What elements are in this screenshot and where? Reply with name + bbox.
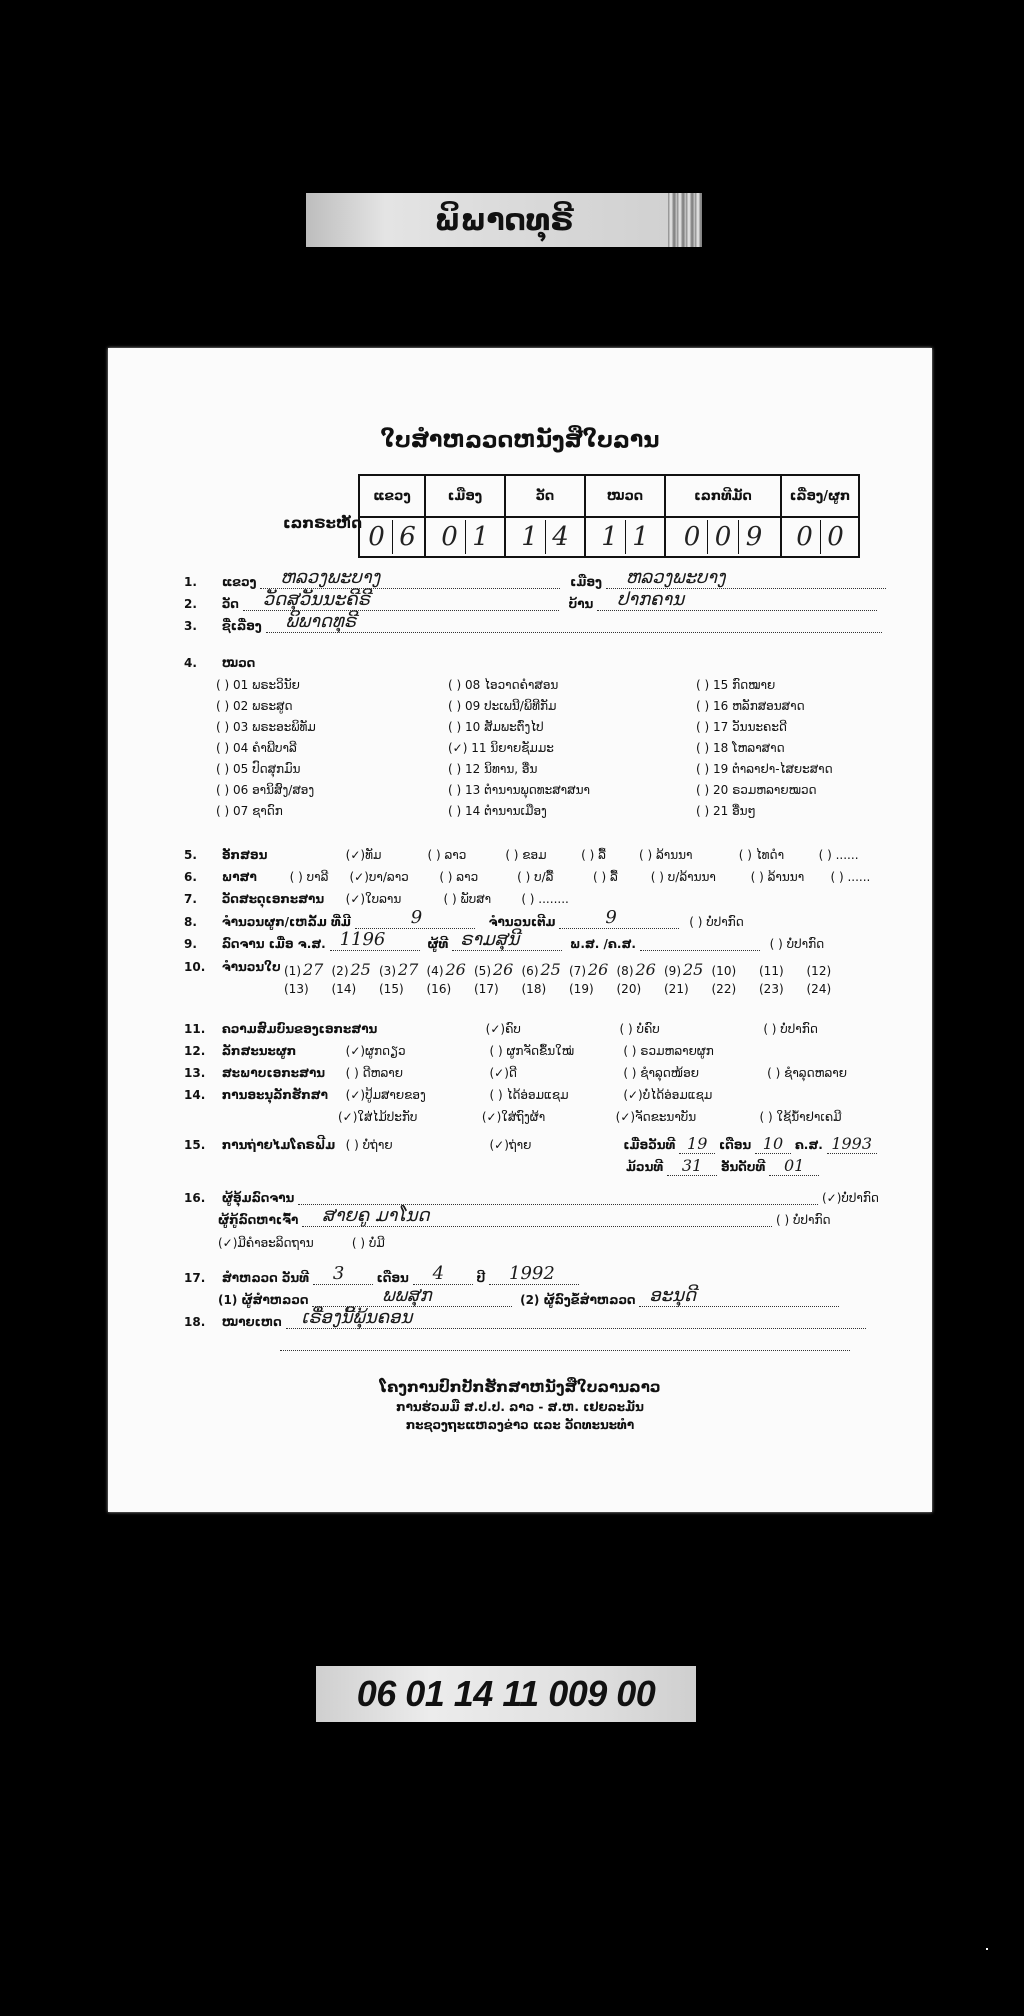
leaf-count-cell [522, 960, 561, 979]
footer-ministry: ກະຊວງຖະແຫລງຂ່າວ ແລະ ວັດທະນະທຳ [405, 1418, 635, 1432]
header-label-text: ພິພາດທຸຣີ [434, 202, 574, 238]
code-digit: 1 [632, 522, 649, 552]
code-cell [781, 517, 859, 557]
field-line [640, 936, 760, 951]
leaf-count-cell [427, 960, 466, 979]
field-label: ສຳຫລວດ ວັນທີ [221, 1271, 310, 1285]
field-line [243, 589, 559, 611]
field-15-roll [626, 1156, 819, 1176]
option[interactable]: (✓)ບໍ່ປາກົດ [821, 1191, 879, 1205]
category-option[interactable]: ( ) 09 ປະເພນີ/ພິທີກັມ [448, 699, 557, 713]
leaf-index: (21) [664, 982, 689, 996]
category-option[interactable]: ( ) 10 ສັມພະຕົ່ງໄປ [448, 720, 544, 734]
option[interactable]: ( ) ໄດ້ອ່ອມແຊມ [489, 1088, 569, 1102]
field-line [330, 929, 420, 951]
field-14-conservation [184, 1088, 712, 1102]
field-label: ພ.ສ. /ຄ.ສ. [569, 937, 636, 951]
field-label: ຜູ້ທີ [427, 937, 449, 951]
handwritten-value: 3 [332, 1263, 345, 1284]
leaf-value: 27 [303, 960, 324, 979]
handwritten-value: ປາກຄານ [617, 589, 685, 610]
field-number: 16. [184, 1191, 206, 1205]
code-digit: 0 [827, 522, 844, 552]
leaf-index: (13) [284, 982, 309, 996]
code-header: ເມືອງ [425, 475, 505, 517]
option[interactable]: (✓)ໃບລານ [345, 892, 402, 906]
handwritten-value: ຣາມສຸນີ [460, 929, 520, 950]
handwritten-value: 01 [769, 1156, 819, 1176]
code-header: ວັດ [505, 475, 585, 517]
field-number: 8. [184, 915, 197, 929]
option[interactable]: (✓)ມີຄຳອະລິດຖານ [218, 1236, 314, 1250]
field-label: ຈຳນວນເຕີມ [488, 915, 556, 929]
handwritten-value: ພພສຸກ [382, 1285, 432, 1306]
leaf-value: 26 [445, 960, 466, 979]
option[interactable]: (✓)ໃສ່ຖົງຜ້າ [481, 1110, 546, 1124]
option[interactable]: (✓)ບໍ່ໄດ້ອ່ອມແຊມ [623, 1088, 713, 1102]
footer-cooperation: ການຮ່ວມມື ສ.ປ.ປ. ລາວ - ສ.ຫ. ເຢຍລະມັນ [396, 1400, 644, 1414]
field-line [413, 1263, 473, 1285]
category-option[interactable]: ( ) 06 ອານິສົງ/ສອງ [216, 783, 315, 797]
option[interactable]: (✓)ໃສ່ໄມ້ປະກັບ [338, 1110, 418, 1124]
field-label: ການຖ່າຍໄມໂຄຣຟີມ [221, 1138, 336, 1152]
field-label: ອັກສອນ [221, 848, 268, 862]
leaf-count-cell [284, 960, 323, 979]
field-2-temple [184, 589, 877, 611]
film-speck [986, 1948, 988, 1950]
field-line [559, 907, 679, 929]
field-line [266, 611, 882, 633]
code-header: ເລື່ອງ/ຜູກ [781, 475, 859, 517]
option[interactable]: ( ) ຣວມຫລາຍຜູກ [623, 1044, 714, 1058]
field-label: ມ້ວນທີ [626, 1160, 664, 1174]
field-16-scribe [218, 1205, 831, 1227]
handwritten-value: ອະນຸດີ [649, 1285, 697, 1306]
field-16-sponsor [184, 1190, 879, 1205]
code-digit: 4 [552, 522, 569, 552]
field-label: ເດືອນ [719, 1138, 752, 1152]
option[interactable]: (✓)ບາ/ລາວ [349, 870, 409, 884]
field-8-count [184, 907, 744, 929]
category-option[interactable]: ( ) 15 ກົດໝາຍ [696, 678, 776, 692]
handwritten-value: 4 [432, 1263, 445, 1284]
field-line [302, 1205, 772, 1227]
field-label: ບ້ານ [568, 597, 594, 611]
handwritten-value: 10 [755, 1134, 791, 1154]
field-number: 5. [184, 848, 197, 862]
category-option[interactable]: ( ) 17 ວັນນະຄະດີ [696, 720, 787, 734]
handwritten-value: ຫລວງພະບາງ [280, 567, 381, 588]
option[interactable]: ( ) ບໍ່ຖ່າຍ [345, 1138, 393, 1152]
category-option[interactable]: ( ) 13 ຕຳນານພຸດທະສາສນາ [448, 783, 590, 797]
leaf-index: (22) [711, 982, 737, 996]
option[interactable]: ( ) ລື້ [581, 848, 606, 862]
field-label: ລົດຈານ ເມື່ອ ຈ.ສ. [221, 937, 326, 951]
field-6-language [184, 870, 870, 884]
field-9-written [184, 929, 825, 951]
field-label: ການອະນຸລັກຮັກສາ [221, 1088, 328, 1102]
code-table [358, 474, 860, 558]
option[interactable]: ( ) ບໍ່ປາກົດ [769, 937, 825, 951]
field-label: ສະພາບເອກະສານ [221, 1066, 326, 1080]
code-cell [665, 517, 781, 557]
option[interactable]: (✓)ຄົບ [485, 1022, 521, 1036]
leaf-count-cell [474, 960, 513, 979]
leaf-index: (10) [711, 964, 737, 978]
handwritten-value: ວັດສຸວັນນະຄີຣີ [262, 589, 370, 610]
handwritten-value: ເຣື່ອງນີ້ພຸ້ນຄອນ [301, 1307, 413, 1328]
option[interactable]: ( ) ບາລີ [289, 870, 329, 884]
code-digit: 0 [435, 520, 466, 554]
leaf-index: (5) [474, 964, 491, 978]
field-number: 14. [184, 1088, 206, 1102]
field-label: ຈຳນວນໃບ [221, 960, 281, 974]
leaf-index: (15) [379, 982, 404, 996]
field-line [355, 907, 475, 929]
leaf-index: (14) [331, 982, 357, 996]
code-digit: 1 [472, 522, 489, 552]
film-code-label: 06 01 14 11 009 00 [316, 1666, 696, 1722]
field-10-leaves [184, 960, 288, 974]
option[interactable]: ( ) ...... [830, 870, 871, 884]
code-digit: 6 [399, 522, 416, 552]
field-label: ວັດສະດຸເອກະສານ [221, 892, 325, 906]
field-label: ໝວດ [221, 656, 256, 670]
field-label: ອັນດັບທີ [720, 1160, 766, 1174]
leaf-count-cell [712, 960, 739, 979]
option[interactable]: ( ) ບໍ່ມີ [351, 1236, 385, 1250]
leaf-index: (1) [284, 964, 301, 978]
field-18-remarks-line2 [280, 1336, 850, 1351]
leaf-index: (4) [426, 964, 444, 978]
option[interactable]: (✓)ຈັດຂະນາບັນ [615, 1110, 697, 1124]
code-digit-row [359, 517, 859, 557]
field-number: 15. [184, 1138, 206, 1152]
field-line [312, 1285, 512, 1307]
field-line [313, 1263, 373, 1285]
code-digit: 0 [677, 520, 708, 554]
leaf-value: 25 [540, 960, 561, 979]
field-number: 3. [184, 619, 197, 633]
leaf-count-cell [569, 960, 608, 979]
field-line [286, 1307, 866, 1329]
option[interactable]: (✓)ດີ [489, 1066, 517, 1080]
leaf-index: (16) [426, 982, 452, 996]
category-option[interactable]: ( ) 20 ຣວມຫລາຍໝວດ [696, 783, 817, 797]
leaf-count-cell [332, 960, 371, 979]
option[interactable]: ( ) ຂອມ [505, 848, 547, 862]
field-line [452, 929, 562, 951]
handwritten-value: 1993 [827, 1134, 877, 1154]
code-header: ແຂວງ [359, 475, 425, 517]
leaf-index: (23) [759, 982, 784, 996]
category-option[interactable]: ( ) 12 ນິທານ, ອື່ນ [448, 762, 538, 776]
field-number: 10. [184, 960, 206, 974]
option[interactable]: ( ) ບ/ລື້ [517, 870, 554, 884]
leaf-index: (20) [616, 982, 642, 996]
field-label: ເດືອນ [376, 1271, 409, 1285]
leaf-value: 25 [350, 960, 371, 979]
category-option[interactable]: ( ) 18 ໂຫລາສາດ [696, 741, 785, 755]
option[interactable]: (✓)ຜູກດຽວ [345, 1044, 406, 1058]
field-number: 6. [184, 870, 197, 884]
leaf-count-cell [807, 960, 834, 979]
category-option[interactable]: ( ) 02 ພຣະສູດ [216, 699, 293, 713]
code-header-row [359, 475, 859, 517]
leaf-index: (8) [616, 964, 634, 978]
field-number: 11. [184, 1022, 206, 1036]
field-line [260, 567, 560, 589]
option[interactable]: (✓)ປູ້ມສາຍຂອງ [345, 1088, 426, 1102]
option[interactable]: ( ) ບ/ລ້ານນາ [650, 870, 716, 884]
option[interactable]: ( ) ລ້ານນາ [638, 848, 693, 862]
category-option[interactable]: ( ) 21 ອື່ນໆ [696, 804, 756, 818]
option[interactable]: ( ) ຊຳລຸດຫລາຍ [767, 1066, 847, 1080]
category-option[interactable]: ( ) 14 ຕຳນານເມືອງ [448, 804, 547, 818]
code-cell [425, 517, 505, 557]
field-18-remarks [184, 1307, 866, 1329]
field-16-prayer [218, 1236, 385, 1250]
field-label: ແຂວງ [221, 575, 257, 589]
option[interactable]: ( ) ຜູກຈັດຂຶ້ນໃໝ່ [489, 1044, 575, 1058]
field-label: ຜູ້ອຸ້ມລົດຈານ [221, 1191, 295, 1205]
tape-strip [668, 193, 702, 247]
field-12-bundle [184, 1044, 714, 1058]
code-digit: 1 [595, 520, 626, 554]
field-17-survey-date [184, 1263, 579, 1285]
leaf-value: 26 [588, 960, 609, 979]
field-number: 4. [184, 656, 197, 670]
survey-form-sheet [108, 348, 932, 1512]
option[interactable]: ( ) ຊຳລຸດໜ້ອຍ [623, 1066, 699, 1080]
handwritten-value: ສາຍຄູ ມາໂນດ [322, 1205, 430, 1226]
field-label: ເມື່ອວັນທີ [623, 1138, 676, 1152]
code-cell [585, 517, 665, 557]
field-13-condition [184, 1066, 847, 1080]
field-line [639, 1285, 839, 1307]
field-5-script [184, 848, 859, 862]
option[interactable]: ( ) ບໍ່ປາກົດ [763, 1022, 818, 1036]
field-17-surveyors [218, 1285, 839, 1307]
field-7-material [184, 892, 569, 906]
leaf-count-cell [664, 960, 703, 979]
field-11-completeness [184, 1022, 818, 1036]
field-label: ຄ.ສ. [794, 1138, 823, 1152]
handwritten-value: 9 [410, 907, 423, 928]
field-number: 18. [184, 1315, 206, 1329]
handwritten-value: ພິພາດທຸຣີ [285, 611, 357, 632]
option[interactable]: ( ) ບໍ່ປາກົດ [776, 1213, 831, 1227]
category-option[interactable]: ( ) 04 ຄຳພີບາລີ [216, 741, 297, 755]
handwritten-value: 1196 [339, 929, 386, 950]
leaf-index: (9) [664, 964, 681, 978]
code-cell [505, 517, 585, 557]
category-option[interactable]: ( ) 19 ຕຳລາຢາ-ໄສຍະສາດ [696, 762, 833, 776]
category-option[interactable]: ( ) 16 ຫລັກສອນສາດ [696, 699, 805, 713]
leaf-index: (11) [759, 964, 784, 978]
option[interactable]: ( ) ລາວ [439, 870, 479, 884]
field-line [606, 567, 886, 589]
field-number: 12. [184, 1044, 206, 1058]
leaf-index: (24) [806, 982, 832, 996]
field-label: ຈຳນວນຜູກ/ເຫລັ້ມ ທີ່ມີ [221, 915, 351, 929]
option[interactable]: ( ) ລ້ານນາ [750, 870, 805, 884]
code-digit: 9 [745, 522, 763, 552]
option[interactable]: (✓)ຖ່າຍ [489, 1138, 532, 1152]
category-option[interactable]: ( ) 01 ພຣະວິນັຍ [216, 678, 300, 692]
code-digit: 1 [515, 520, 546, 554]
footer-project: ໂຄງການປົກປັກຮັກສາຫນັງສືໃບລານລາວ [379, 1378, 661, 1396]
field-15-microfilm [184, 1134, 877, 1154]
option[interactable]: (✓)ທັມ [345, 848, 382, 862]
handwritten-value: 1992 [509, 1263, 555, 1284]
category-option[interactable]: (✓) 11 ນິຍາຍຊັມມະ [448, 741, 554, 755]
leaf-value: 27 [398, 960, 419, 979]
leaf-count-cell [759, 960, 786, 979]
field-line [597, 589, 877, 611]
option[interactable]: ( ) ພັບສາ [443, 892, 492, 906]
code-cell [359, 517, 425, 557]
option[interactable]: ( ) ລື້ [592, 870, 618, 884]
code-digit: 0 [708, 520, 739, 554]
field-1-province [184, 567, 886, 589]
code-digit: 0 [362, 520, 393, 554]
field-label: ປີ [476, 1271, 486, 1285]
leaf-index: (18) [521, 982, 547, 996]
leaf-value: 26 [635, 960, 656, 979]
field-label: ລັກສະນະຜູກ [221, 1044, 297, 1058]
leaf-value: 26 [493, 960, 514, 979]
field-number: 7. [184, 892, 197, 906]
field-3-title [184, 611, 882, 633]
field-label: ພາສາ [221, 870, 257, 884]
handwritten-value: 9 [605, 907, 617, 928]
category-option[interactable]: ( ) 08 ໄອວາດຄຳສອນ [448, 678, 559, 692]
field-label: ຊື່ເລື່ອງ [221, 619, 262, 633]
option[interactable]: ( ) ........ [521, 892, 569, 906]
field-number: 9. [184, 937, 197, 951]
option[interactable]: ( ) ໄທດຳ [738, 848, 785, 862]
option[interactable]: ( ) ...... [818, 848, 859, 862]
field-number: 13. [184, 1066, 206, 1080]
field-14-conservation-b [338, 1110, 842, 1124]
category-option[interactable]: ( ) 03 ພຣະອະພິທັມ [216, 720, 316, 734]
leaf-index: (7) [569, 964, 586, 978]
field-number: 1. [184, 575, 197, 589]
leaf-index: (6) [521, 964, 539, 978]
option[interactable]: ( ) ດີຫລາຍ [345, 1066, 404, 1080]
leaf-count-cell [379, 960, 418, 979]
field-label: (1) ຜູ້ສຳຫລວດ [218, 1293, 309, 1307]
field-number: 2. [184, 597, 197, 611]
code-header: ເລກທີມັດ [665, 475, 781, 517]
leaf-index: (17) [474, 982, 499, 996]
handwritten-value: 19 [679, 1134, 715, 1154]
field-label: (2) ຜູ້ລົງຂໍ້ສຳຫລວດ [520, 1293, 636, 1307]
field-label: ວັດ [221, 597, 239, 611]
leaf-index: (19) [569, 982, 594, 996]
field-line [298, 1190, 818, 1205]
field-line [280, 1336, 850, 1351]
film-header-label [306, 193, 702, 247]
handwritten-value: 31 [667, 1156, 717, 1176]
option[interactable]: ( ) ບໍ່ຄົບ [619, 1022, 660, 1036]
field-4-category [184, 656, 255, 670]
leaf-index: (2) [331, 964, 349, 978]
field-label: ໝາຍເຫດ [221, 1315, 282, 1329]
category-option[interactable]: ( ) 07 ຊາດົກ [216, 804, 283, 818]
field-label: ຜູ້ກູ້ລົດຫາເຈົ້າ [218, 1213, 299, 1227]
option[interactable]: ( ) ລາວ [427, 848, 467, 862]
handwritten-value: ຫລວງພະບາງ [625, 567, 726, 588]
option[interactable]: ( ) ບໍ່ປາກົດ [689, 915, 744, 929]
code-label: ເລກຣະຫັດ [283, 514, 363, 532]
leaf-count-cell [617, 960, 656, 979]
field-label: ຄວາມສົມບົນຂອງເອກະສານ [221, 1022, 378, 1036]
field-line [489, 1263, 579, 1285]
leaf-value: 25 [683, 960, 704, 979]
field-number: 17. [184, 1271, 206, 1285]
category-option[interactable]: ( ) 05 ປົດສຸກມົນ [216, 762, 301, 776]
code-header: ໝວດ [585, 475, 665, 517]
code-digit: 0 [790, 520, 821, 554]
leaf-index: (3) [379, 964, 396, 978]
leaf-index: (12) [806, 964, 832, 978]
field-label: ເມືອງ [570, 575, 602, 589]
form-title: ໃບສຳຫລວດຫນັງສືໃບລານ [380, 428, 660, 453]
option[interactable]: ( ) ໃຊ້ນ້ຳຢາເຄມີ [759, 1110, 842, 1124]
